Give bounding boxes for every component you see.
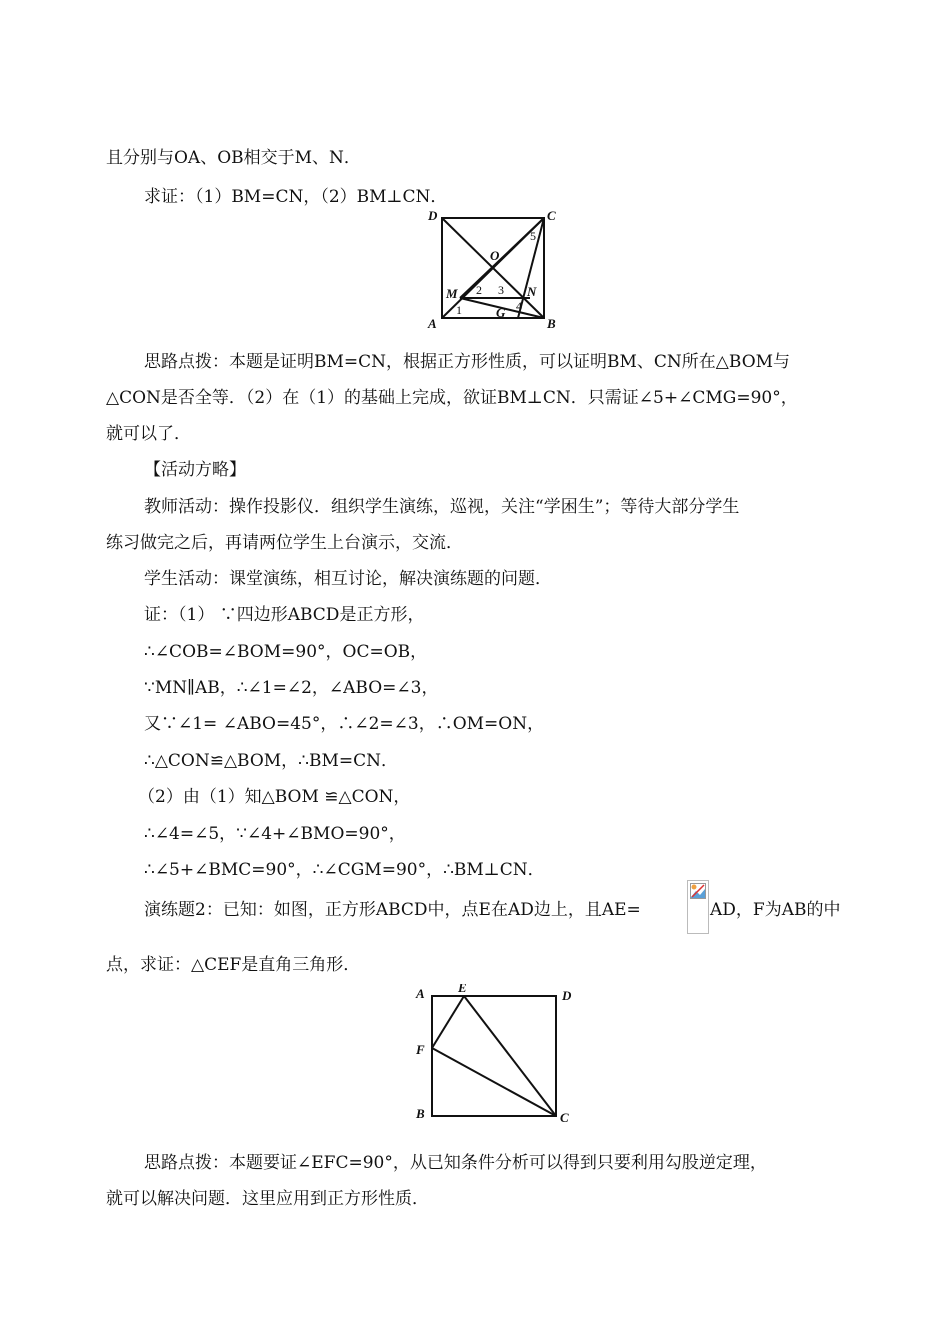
angle-label-4: 4 (516, 299, 522, 313)
segment-ef (432, 996, 464, 1048)
label-e: E (458, 984, 467, 995)
label-a: A (428, 316, 437, 331)
text-line-7: 教师活动：操作投影仪．组织学生演练，巡视，关注“学困生”；等待大部分学生 (144, 497, 740, 517)
section-heading: 【活动方略】 (144, 460, 246, 480)
text-line-2: 求证：（1）BM=CN，（2）BM⊥CN． (144, 187, 448, 207)
label-b-2: B (416, 1106, 425, 1121)
proof-line-4: 又∵∠1= ∠ABO=45°，∴∠2=∠3，∴OM=ON， (144, 714, 545, 734)
proof-line-5: ∴△CON≌△BOM，∴BM=CN． (144, 751, 399, 771)
label-f: F (416, 1042, 425, 1057)
angle-label-2: 2 (476, 283, 482, 297)
segment-fc (432, 1048, 556, 1116)
proof-line-2: ∴∠COB=∠BOM=90°，OC=OB， (144, 642, 428, 662)
text-line-9: 学生活动：课堂演练，相互讨论，解决演练题的问题． (144, 569, 552, 589)
segment-ec (464, 996, 556, 1116)
square-diagram-2 (412, 984, 582, 1124)
proof-line-6: （2）由（1）知△BOM ≌△CON， (138, 787, 411, 807)
label-b: B (547, 316, 556, 331)
square-abcd-2 (432, 996, 556, 1116)
proof-line-3: ∵MN∥AB，∴∠1=∠2，∠ABO=∠3， (144, 678, 439, 698)
text-line-5: 就可以了． (106, 424, 191, 444)
label-g: G (496, 305, 506, 320)
label-d-2: D (562, 988, 572, 1003)
label-c: C (547, 208, 556, 223)
square-diagram-1 (424, 208, 564, 332)
label-m: M (446, 286, 458, 301)
broken-image-icon (687, 880, 709, 934)
label-a-2: A (416, 986, 425, 1001)
exercise-2-line-b: AD，F为AB的中 (710, 900, 841, 920)
exercise-2-line-c: 点，求证：△CEF是直角三角形． (106, 955, 361, 975)
proof-line-7: ∴∠4=∠5，∵∠4+∠BMO=90°， (144, 824, 406, 844)
proof-line-1: 证：（1） ∵四边形ABCD是正方形， (144, 605, 425, 625)
hint-line-2: 就可以解决问题．这里应用到正方形性质． (106, 1189, 429, 1209)
proof-line-8: ∴∠5+∠BMC=90°，∴∠CGM=90°，∴BM⊥CN． (144, 860, 545, 880)
text-line-1: 且分别与OA、OB相交于M、N． (106, 148, 361, 168)
angle-label-3: 3 (498, 283, 504, 297)
label-c-2: C (560, 1110, 569, 1124)
text-line-8: 练习做完之后，再请两位学生上台演示，交流． (106, 533, 463, 553)
text-line-3: 思路点拨：本题是证明BM=CN，根据正方形性质，可以证明BM、CN所在△BOM与 (144, 352, 791, 372)
exercise-2-line-a: 演练题2：已知：如图，正方形ABCD中，点E在AD边上，且AE= (144, 900, 641, 920)
angle-label-1: 1 (456, 303, 462, 317)
label-n: N (527, 284, 537, 299)
label-d: D (428, 208, 438, 223)
label-o: O (490, 248, 500, 263)
angle-label-5: 5 (530, 229, 536, 243)
hint-line-1: 思路点拨：本题要证∠EFC=90°，从已知条件分析可以得到只要利用勾股逆定理， (144, 1153, 767, 1173)
text-line-4: △CON是否全等．（2）在（1）的基础上完成，欲证BM⊥CN．只需证∠5+∠CMG=90°， (106, 388, 798, 408)
